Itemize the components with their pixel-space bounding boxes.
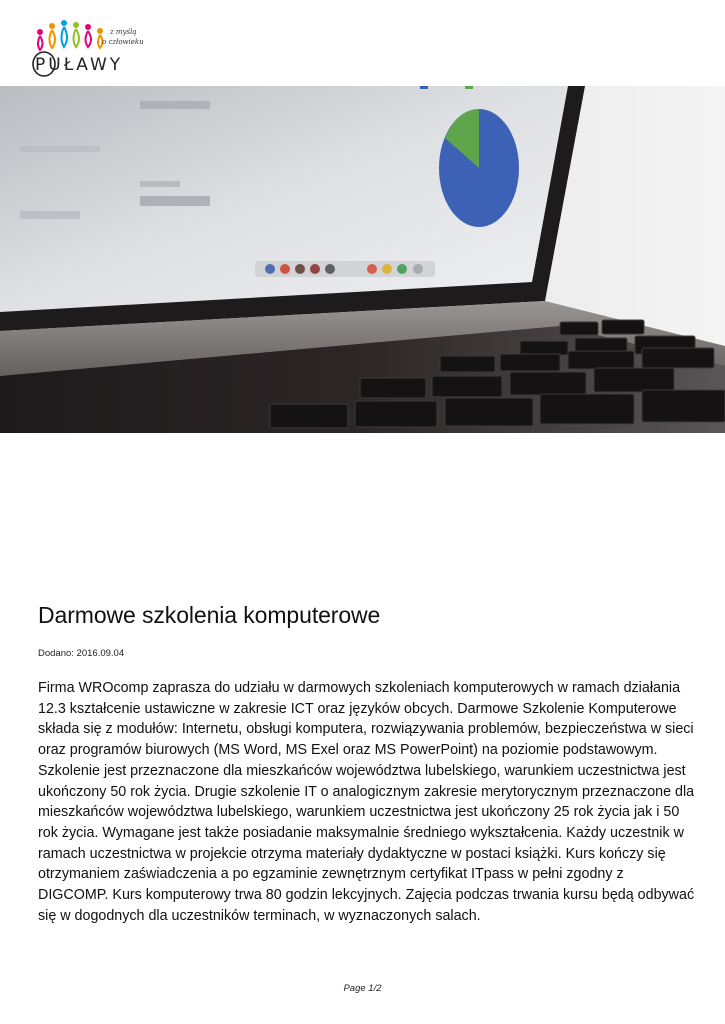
logo-tagline-1: z myślą — [110, 28, 137, 36]
article-body: Firma WROcomp zaprasza do udziału w darmowych szkoleniach komputerowych w ramach działania 12.3 kształcenie ustawiczne w zakresie ICT oraz języków obcych. Darmowe Szkolenie Komputerowe składa się z modułów: Internetu, obsługi komputera, rozwiązywania problemów, bezpieczeństwa w sieci oraz programów biurowych (MS Word, MS Exel oraz MS PowerPoint) na poziomie podstawowym. Szkolenie jest przeznaczone dla mieszkańców województwa lubelskiego, warunkiem uczestnictwa jest ukończony 50 rok życia. Drugie szkolenie IT o analogicznym zakresie merytorycznym przeznaczone dla mieszkańców województwa lubelskiego, warunkiem uczestnictwa jest ukończony 25 rok życia jak i 50 rok życia. Wymagane jest także posiadanie maksymalnie średniego wykształcenia. Każdy uczestnik w ramach uczestnictwa w projekcie otrzyma materiały dydaktyczne w postaci książki. Kurs kończy się otrzymaniem zaświadczenia a po egzaminie zewnętrznym certyfikat ITpass w pełni zgodny z DIGCOMP. Kurs komputerowy trwa 80 godzin lekcyjnych. Zajęcia podczas trwania kursu będą odbywać się w dogodnych dla uczestników terminach, w wyznaczonych salach. — [38, 680, 695, 924]
logo-tagline-2: o człowieku — [102, 38, 144, 46]
article-title: Darmowe szkolenia komputerowe — [38, 602, 381, 628]
pulawy-logo-graphic — [30, 18, 146, 84]
logo[interactable] — [30, 18, 146, 84]
logo-wordmark: PUŁAWY — [35, 55, 124, 75]
hero-image — [0, 86, 725, 433]
laptop-photo — [0, 86, 725, 433]
article-date: Dodano: 2016.09.04 — [38, 648, 125, 659]
page-number: Page 1/2 — [343, 983, 382, 994]
